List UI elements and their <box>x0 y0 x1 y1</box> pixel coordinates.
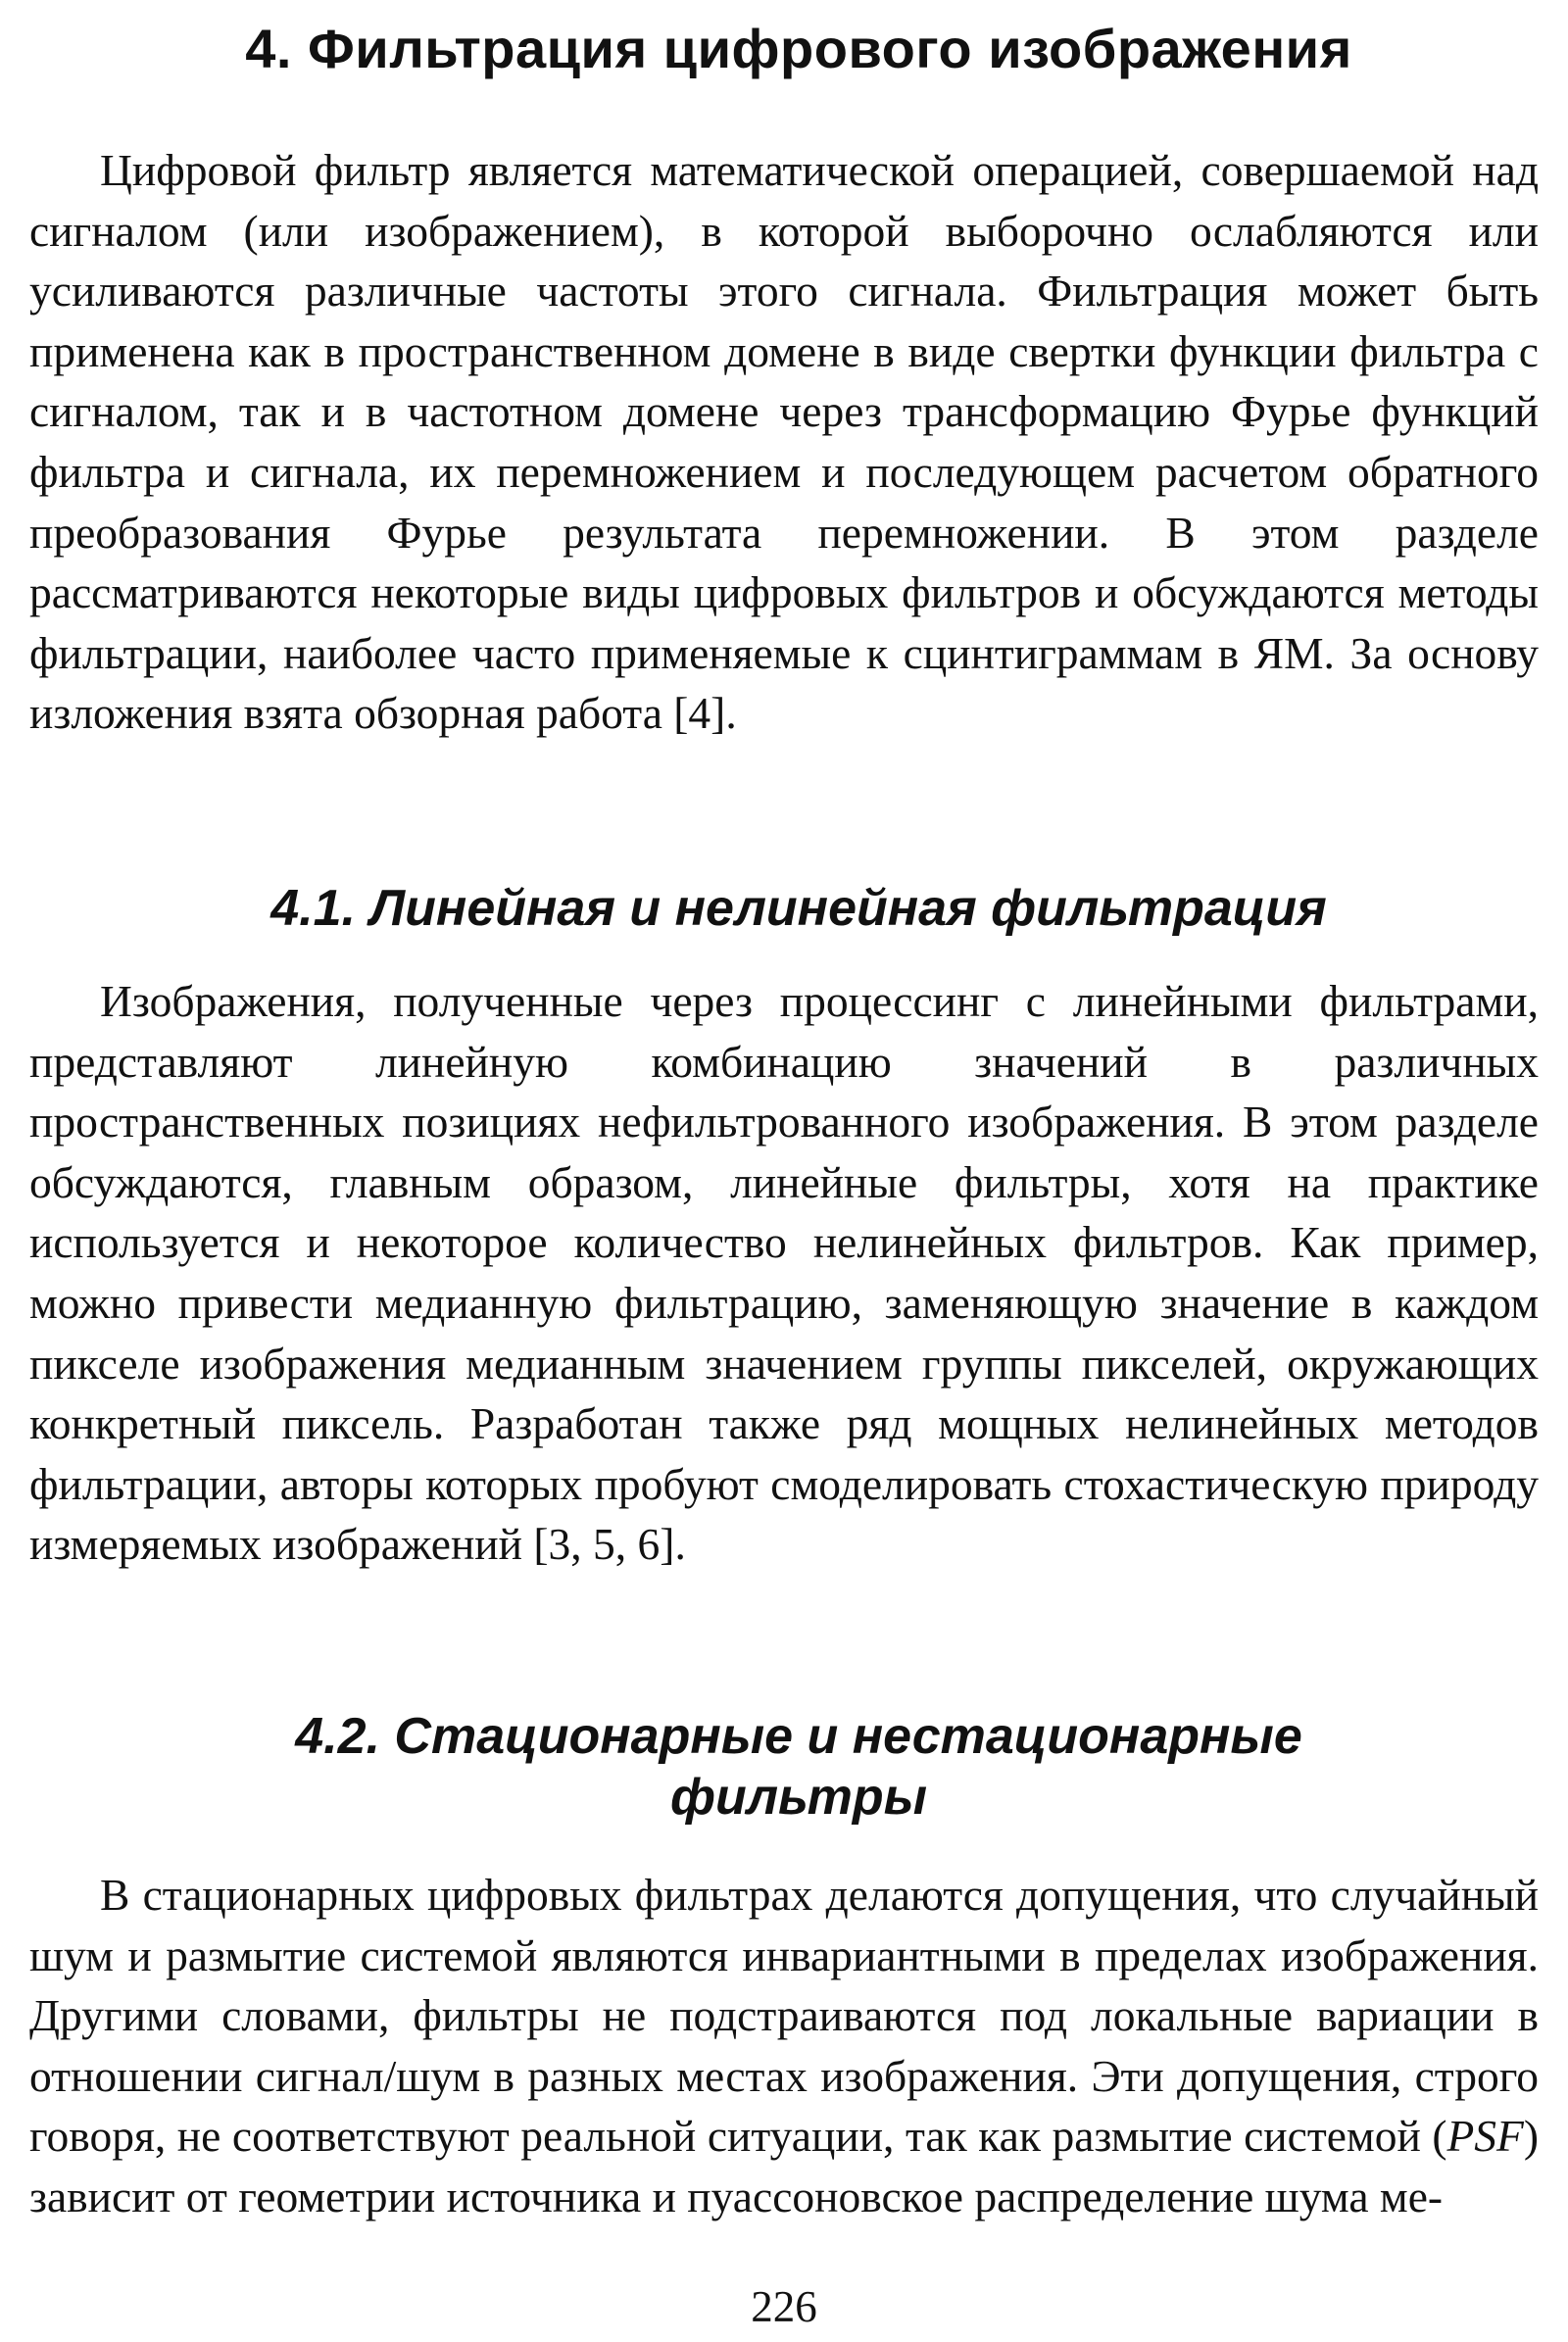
section-4-1-paragraph <box>29 971 1539 1575</box>
page-number: 226 <box>751 2282 817 2331</box>
section-4-2-paragraph <box>29 1865 1539 2227</box>
chapter-title: 4. Фильтрация цифрового изображения <box>245 18 1352 79</box>
section-4-2-text-after: ) зависит от геометрии источника и пуассоновское распределение шума ме- <box>29 2111 1539 2221</box>
section-4-2-title <box>29 1706 1568 1828</box>
section-4-2-text-before: В стационарных цифровых фильтрах делаются допущения, что случайный шум и размытие системой являются инвариантными в пределах изображения. Другими словами, фильтры не подстраиваются под локальные вариации в отношении сигнал/шум в разных местах изображения. Эти допущения, строго говоря, не соответствуют реальной ситуации, так как размытие системой ( <box>29 1870 1539 2162</box>
section-4-2-title-line1: 4.2. Стационарные и нестационарные <box>295 1708 1302 1765</box>
section-4-2-title-line2: фильтры <box>669 1769 928 1826</box>
chapter-intro-text: Цифровой фильтр является математической операцией, совершаемой над сигналом (или изображением), в которой выборочно ослабляются или усиливаются различные частоты этого сигнала. Фильтрация может быть применена как в пространственном домене в виде свертки функции фильтра с сигналом, так и в частотном домене через трансформацию Фурье функций фильтра и сигнала, их перемножением и последующем расчетом обратного преобразования Фурье результата перемножении. В этом разделе рассматриваются некоторые виды цифровых фильтров и обсуждаются методы фильтрации, наиболее часто применяемые к сцинтиграммам в ЯМ. За основу изложения взята обзорная работа [4]. <box>29 145 1539 739</box>
chapter-intro-paragraph <box>29 140 1539 744</box>
psf-term: PSF <box>1446 2111 1524 2162</box>
section-4-1-title: 4.1. Линейная и нелинейная фильтрация <box>270 880 1327 937</box>
document-page <box>29 0 1539 2342</box>
section-4-1-text: Изображения, полученные через процессинг с линейными фильтрами, представляют линейную комбинацию значений в различных пространственных позициях нефильтрованного изображения. В этом разделе обсуждаются, главным образом, линейные фильтры, хотя на практике используется и некоторое количество нелинейных фильтров. Как пример, можно привести медианную фильтрацию, заменяющую значение в каждом пикселе изображения медианным значением группы пикселей, окружающих конкретный пиксель. Разработан также ряд мощных нелинейных методов фильтрации, авторы которых пробуют смоделировать стохастическую природу измеряемых изображений [3, 5, 6]. <box>29 976 1539 1570</box>
